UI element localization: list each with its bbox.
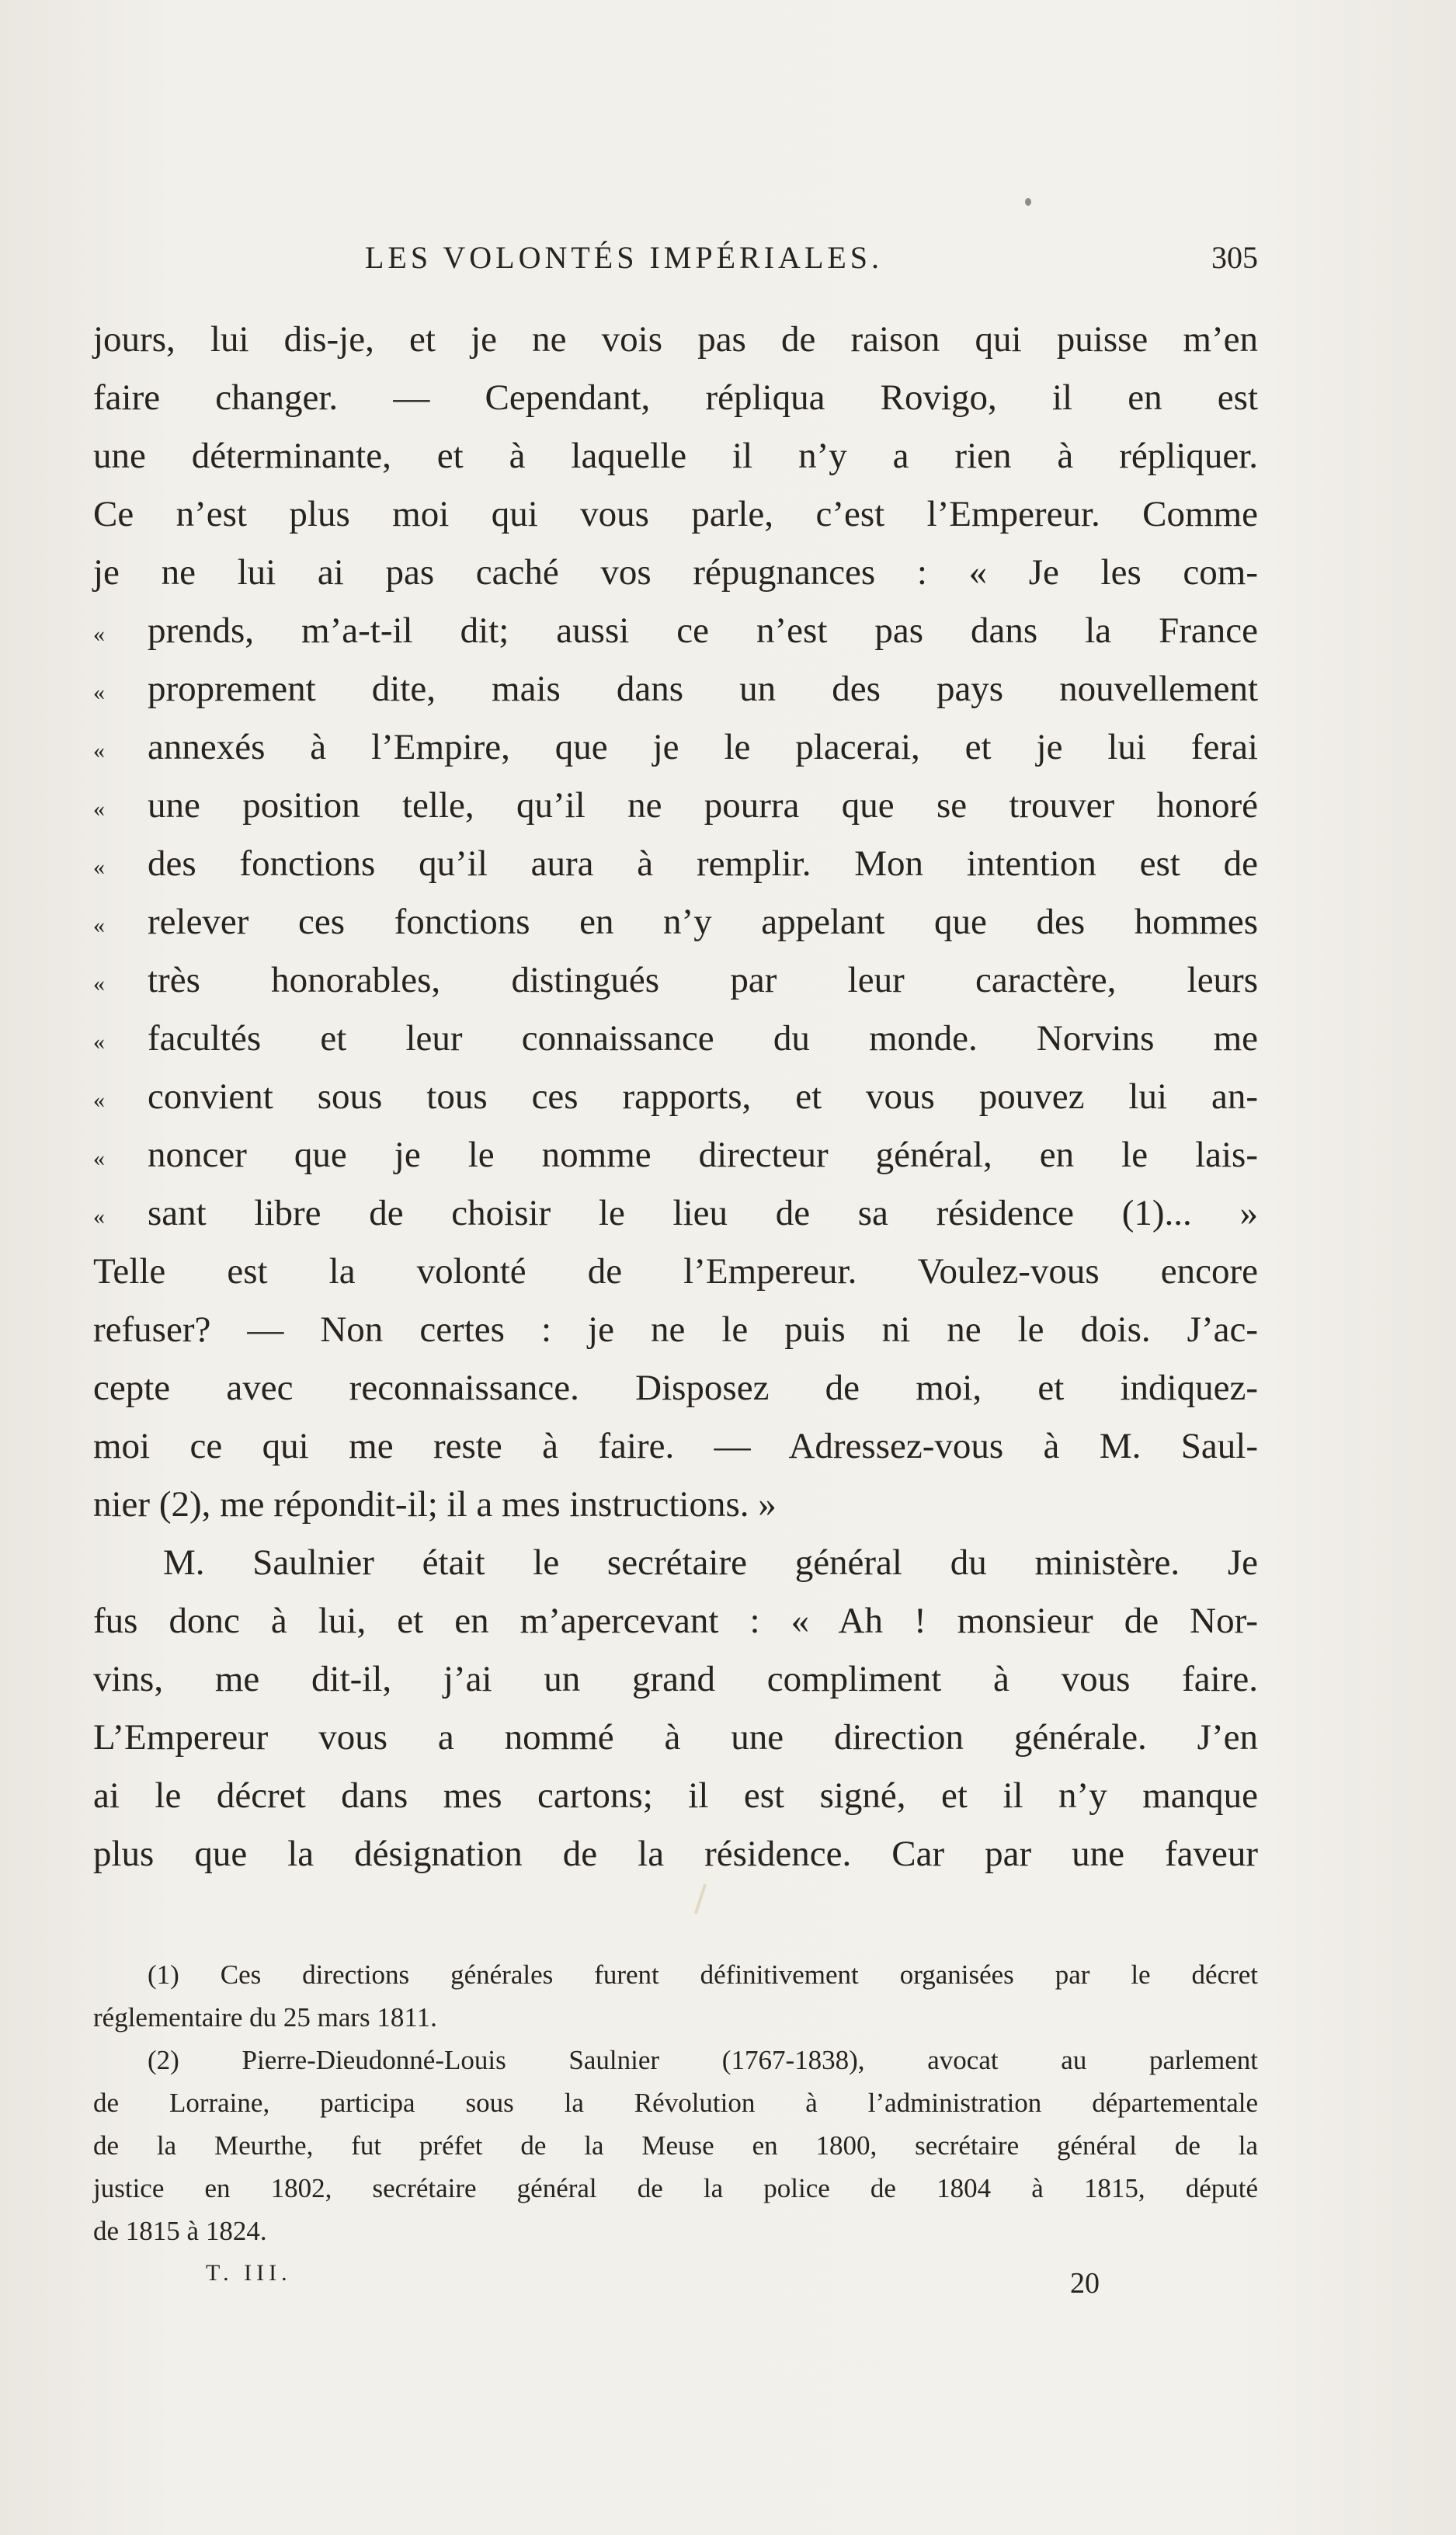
quoted-line xyxy=(93,660,1258,718)
quoted-line xyxy=(93,1068,1258,1126)
footnote-line: (2) Pierre-Dieudonné-Louis Saulnier (1767-1838), avocat au parlement xyxy=(148,2045,1258,2075)
quoted-line xyxy=(93,1184,1258,1243)
quoted-text: des fonctions qu’il aura à remplir. Mon intention est de xyxy=(148,843,1258,884)
quoted-line xyxy=(93,602,1258,660)
footnote-line: de 1815 à 1824. xyxy=(93,2216,267,2246)
body-line: faire changer. — Cependant, répliqua Rovigo, il en est xyxy=(93,377,1258,418)
quote-mark: « xyxy=(93,1087,105,1113)
quoted-text: très honorables, distingués par leur caractère, leurs xyxy=(148,960,1258,1000)
body-line: je ne lui ai pas caché vos répugnances : « Je les com- xyxy=(93,552,1258,593)
footnotes xyxy=(93,1953,1258,2252)
paragraph-line: vins, me dit-il, j’ai un grand compliment à vous faire. xyxy=(93,1659,1258,1699)
quote-mark: « xyxy=(93,679,105,705)
body-text xyxy=(93,311,1258,1883)
running-title: LES VOLONTÉS IMPÉRIALES. xyxy=(365,240,884,275)
paragraph-line: fus donc à lui, et en m’apercevant : « Ah ! monsieur de Nor- xyxy=(93,1601,1258,1641)
quoted-text: noncer que je le nomme directeur général, en le lais- xyxy=(148,1135,1258,1175)
paper-speck xyxy=(1025,198,1031,206)
quoted-text: sant libre de choisir le lieu de sa résidence (1)... » xyxy=(148,1193,1258,1233)
quoted-text: convient sous tous ces rapports, et vous pouvez lui an- xyxy=(148,1076,1258,1117)
body-line: nier (2), me répondit-il; il a mes instructions. » xyxy=(93,1484,777,1525)
volume-signature: T. III. xyxy=(206,2260,292,2286)
paragraph-line: L’Empereur vous a nommé à une direction générale. J’en xyxy=(93,1717,1258,1758)
footnote-line: de la Meurthe, fut préfet de la Meuse en 1800, secrétaire général de la xyxy=(93,2130,1258,2161)
quoted-text: prends, m’a-t-il dit; aussi ce n’est pas dans la France xyxy=(148,610,1258,651)
quoted-text: facultés et leur connaissance du monde. Norvins me xyxy=(148,1018,1258,1059)
quoted-text: annexés à l’Empire, que je le placerai, et je lui ferai xyxy=(148,727,1258,767)
sheet-number: 20 xyxy=(1070,2267,1100,2300)
body-line: Ce n’est plus moi qui vous parle, c’est l’Empereur. Comme xyxy=(93,494,1258,534)
quote-mark: « xyxy=(93,621,105,647)
quoted-line xyxy=(93,893,1258,951)
body-line: refuser? — Non certes : je ne le puis ni ne le dois. J’ac- xyxy=(93,1309,1258,1350)
body-line: cepte avec reconnaissance. Disposez de moi, et indiquez- xyxy=(93,1368,1258,1408)
quoted-line xyxy=(93,718,1258,777)
paragraph-line: M. Saulnier était le secrétaire général du ministère. Je xyxy=(163,1542,1258,1583)
quoted-text: relever ces fonctions en n’y appelant que des hommes xyxy=(148,902,1258,942)
quoted-line xyxy=(93,777,1258,835)
body-line: une déterminante, et à laquelle il n’y a rien à répliquer. xyxy=(93,436,1258,476)
quote-mark: « xyxy=(93,737,105,763)
quoted-line xyxy=(93,1126,1258,1184)
paragraph-line: plus que la désignation de la résidence. Car par une faveur xyxy=(93,1834,1258,1874)
footnote-line: (1) Ces directions générales furent définitivement organisées par le décret xyxy=(148,1959,1258,1990)
quoted-line xyxy=(93,835,1258,893)
pencil-mark xyxy=(694,1883,707,1914)
quote-mark: « xyxy=(93,1145,105,1171)
quoted-line xyxy=(93,1010,1258,1068)
quote-mark: « xyxy=(93,1028,105,1055)
quoted-text: proprement dite, mais dans un des pays nouvellement xyxy=(148,669,1258,709)
page-number: 305 xyxy=(1211,240,1258,275)
footnote-line: de Lorraine, participa sous la Révolution à l’administration départementale xyxy=(93,2088,1258,2118)
body-line: jours, lui dis-je, et je ne vois pas de raison qui puisse m’en xyxy=(93,319,1258,360)
quote-mark: « xyxy=(93,1203,105,1229)
quoted-line xyxy=(93,951,1258,1010)
quote-mark: « xyxy=(93,970,105,996)
body-line: Telle est la volonté de l’Empereur. Voulez-vous encore xyxy=(93,1251,1258,1292)
footnote-line: justice en 1802, secrétaire général de la police de 1804 à 1815, député xyxy=(93,2173,1258,2203)
quote-mark: « xyxy=(93,912,105,938)
page-header xyxy=(93,239,1258,286)
body-line: moi ce qui me reste à faire. — Adressez-vous à M. Saul- xyxy=(93,1426,1258,1466)
paragraph-line: ai le décret dans mes cartons; il est signé, et il n’y manque xyxy=(93,1775,1258,1816)
quote-mark: « xyxy=(93,795,105,822)
quoted-text: une position telle, qu’il ne pourra que se trouver honoré xyxy=(148,785,1258,826)
quote-mark: « xyxy=(93,854,105,880)
footnote-line: réglementaire du 25 mars 1811. xyxy=(93,2002,437,2033)
